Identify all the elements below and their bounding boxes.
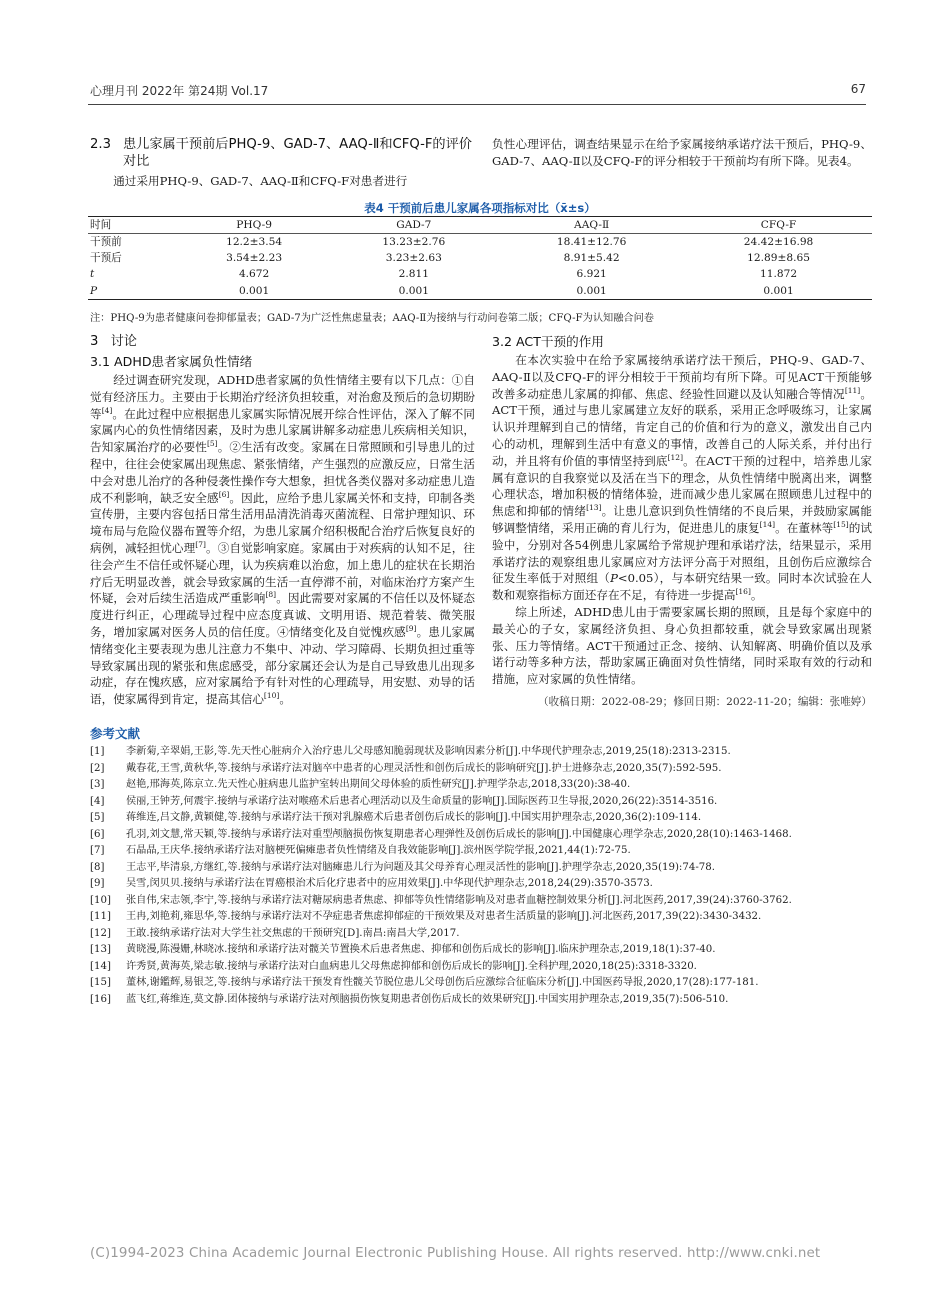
reference-text: 李新菊,辛翠娟,王影,等.先天性心脏病介入治疗患儿父母感知脆弱现状及影响因素分析[J].中华现代护理杂志,2019,25(18):2313-2315. bbox=[126, 746, 731, 757]
table-row bbox=[88, 266, 872, 283]
text-run: 。在ACT干预的过程中，培养患儿家属有意识的自我察觉以及活在当下的理念，从负性情绪中脱离出来，调整心理状态，增加积极的情绪体验，进而减少患儿家属在照顾患儿过程中的焦虑和抑郁的情绪 bbox=[492, 453, 872, 519]
receipt-dates: （收稿日期：2022-08-29；修回日期：2022-11-20；编辑：张唯婷） bbox=[537, 695, 872, 708]
reference-text: 董林,谢鑑辉,易银芝,等.接纳与承诺疗法干预发育性髋关节脱位患儿父母创伤后应激综合征临床分析[J].中国医药导报,2020,17(28):177-181. bbox=[126, 977, 759, 988]
reference-text: 石晶晶,王庆华.接纳承诺疗法对脑梗死偏瘫患者负性情绪及自我效能影响[J].滨州医学院学报,2021,44(1):72-75. bbox=[126, 845, 631, 856]
section-3-1-heading: 3.1 ADHD患者家属负性情绪 bbox=[90, 354, 253, 369]
citation: [8] bbox=[265, 590, 277, 600]
table-cell: P bbox=[88, 283, 179, 300]
section-3-number: 3 bbox=[90, 334, 99, 349]
text-run: 。让患儿意识到负性情绪的不良后果，并鼓励家属能够调整情绪，采用正确的育儿行为，促进患儿的康复 bbox=[492, 504, 872, 535]
table-row bbox=[88, 250, 872, 267]
reference-text: 吴雪,闵贝贝.接纳与承诺疗法在胃癌根治术后化疗患者中的应用效果[J].中华现代护理杂志,2018,24(29):3570-3573. bbox=[126, 878, 653, 889]
reference-item bbox=[90, 876, 874, 893]
table-header: 时间 bbox=[88, 217, 179, 234]
text-run: 。因此需要对家属的不信任以及怀疑态度进行纠正，心理疏导过程中应态度真诚、文明用语、规范着装、微笑服务，增加家属对医务人员的信任度。④情绪变化及自觉愧疚感 bbox=[90, 591, 475, 639]
reference-number: [15] bbox=[90, 977, 111, 988]
reference-number: [4] bbox=[90, 795, 105, 807]
citation: [15] bbox=[833, 520, 849, 530]
reference-item bbox=[90, 959, 874, 976]
table-cell: 0.001 bbox=[329, 283, 498, 300]
table-row bbox=[88, 233, 872, 250]
reference-number: [2] bbox=[90, 762, 105, 774]
table-cell: 干预后 bbox=[90, 252, 122, 265]
table-cell: 8.91±5.42 bbox=[563, 251, 620, 264]
reference-text: 赵艳,邢海英,陈京立.先天性心脏病患儿监护室转出期间父母体验的质性研究[J].护理学杂志,2018,33(20):38-40. bbox=[126, 779, 631, 790]
reference-number: [1] bbox=[90, 746, 105, 757]
reference-text: 王冉,刘艳莉,雍思华,等.接纳与承诺疗法对不孕症患者焦虑抑郁症的干预效果及对患者生活质量的影响[J].河北医药,2017,39(22):3430-3432. bbox=[126, 911, 762, 922]
citation: [12] bbox=[667, 452, 684, 462]
text-run: <0.05），与本研究结果一致。同时本次试验在人数和观察指标方面还存在不足，有待进一步提高 bbox=[492, 571, 872, 603]
table-header: AAQ-Ⅱ bbox=[498, 217, 685, 234]
reference-item bbox=[90, 843, 874, 860]
citation: [7] bbox=[195, 540, 206, 550]
reference-number: [14] bbox=[90, 960, 111, 972]
table-cell: t bbox=[90, 268, 95, 281]
table-row bbox=[88, 283, 872, 300]
copyright-footer: (C)1994-2023 China Academic Journal Electronic Publishing House. All rights reserved. http://www.cnki.net bbox=[90, 1246, 821, 1261]
reference-item bbox=[90, 810, 874, 827]
section-2-3-paragraph-left: 通过采用PHQ-9、GAD-7、AAQ-Ⅱ和CFQ-F对患者进行 bbox=[113, 174, 408, 188]
citation: [5] bbox=[206, 439, 218, 449]
section-3-2-right bbox=[492, 333, 872, 710]
text-run: 。 bbox=[279, 692, 291, 707]
reference-number: [6] bbox=[90, 828, 105, 840]
reference-number: [5] bbox=[90, 812, 105, 823]
text-run: 。在董林等 bbox=[775, 520, 834, 535]
section-3-title: 讨论 bbox=[110, 334, 137, 349]
table-cell: 干预前 bbox=[90, 236, 122, 248]
citation: [9] bbox=[405, 624, 417, 634]
reference-item bbox=[90, 794, 874, 811]
text-run: 。在此过程中应根据患儿家属实际情况展开综合性评估，深入了解不同家属内心的负性情绪因素，及时为患儿家属讲解多动症患儿疾病相关知识，告知家属治疗的必要性 bbox=[90, 406, 475, 455]
section-3-1-paragraph bbox=[90, 372, 475, 708]
section-2-3-number: 2.3 bbox=[90, 137, 111, 152]
reference-text: 孔羽,刘文慧,常天颖,等.接纳与承诺疗法对重型颅脑损伤恢复期患者心理弹性及创伤后成长的影响[J].中国健康心理学杂志,2020,28(10):1463-1468. bbox=[126, 828, 792, 840]
reference-text: 蓝飞红,蒋维连,莫文静.团体接纳与承诺疗法对颅脑损伤恢复期患者创伤后成长的效果研究[J].中国实用护理杂志,2019,35(7):506-510. bbox=[126, 993, 729, 1005]
reference-item bbox=[90, 761, 874, 778]
reference-item bbox=[90, 860, 874, 877]
header-divider bbox=[88, 104, 866, 105]
table-header: CFQ-F bbox=[685, 217, 872, 234]
citation: [13] bbox=[586, 503, 602, 513]
reference-text: 王志平,毕清泉,方继红,等.接纳与承诺疗法对脑瘫患儿行为问题及其父母养育心理灵活性的影响[J].护理学杂志,2020,35(19):74-78. bbox=[126, 861, 715, 873]
table-cell: 4.672 bbox=[238, 268, 270, 281]
reference-text: 蒋维连,吕文静,黄颖健,等.接纳与承诺疗法干预对乳腺癌术后患者创伤后成长的影响[J].中国实用护理杂志,2020,36(2):109-114. bbox=[126, 812, 702, 823]
section-3-heading bbox=[90, 333, 475, 350]
section-2-3-heading bbox=[90, 136, 475, 170]
reference-number: [7] bbox=[90, 845, 105, 856]
reference-number: [16] bbox=[90, 993, 111, 1005]
reference-item bbox=[90, 744, 874, 761]
page-number: 67 bbox=[850, 82, 866, 96]
text-run: 。②生活有改变。家属在日常照顾和引导患儿的过程中，往往会使家属出现焦虑、紧张情绪，产生强烈的应激反应，日常生活中会对患儿治疗的各种侵袭性操作夸大想象，担忧各类仪器对多动症患儿造成不利影响，缺乏安全感 bbox=[90, 440, 475, 505]
journal-header: 心理月刊 2022年 第24期 Vol.17 bbox=[90, 84, 269, 98]
reference-text: 许秀贤,黄海英,梁志敏.接纳与承诺疗法对白血病患儿父母焦虑抑郁和创伤后成长的影响[J].全科护理,2020,18(25):3318-3320. bbox=[126, 960, 697, 972]
reference-number: [13] bbox=[90, 944, 111, 955]
conclusion-paragraph: 综上所述，ADHD患儿由于需要家属长期的照顾，且是每个家庭中的最关心的子女，家属经济负担、身心负担都较重，就会导致家属出现紧张、压力等情绪。ACT干预通过正念、接纳、认知解离、明确价值以及承诺行动等多种方法，帮助家属正确面对负性情绪，同时采取有效的行动和措施，应对家属的负性情绪。 bbox=[492, 604, 872, 687]
text-run: 经过调查研究发现，ADHD患者家属的负性情绪主要有以下几点：①自觉有经济压力。主要由于长期治疗经济负担较重，对治愈及预后的急切期盼等 bbox=[90, 373, 475, 421]
reference-item bbox=[90, 942, 874, 959]
reference-item bbox=[90, 926, 874, 943]
section-3-left bbox=[90, 333, 475, 708]
reference-number: [10] bbox=[90, 894, 111, 906]
text-run: 。ACT干预，通过与患儿家属建立友好的联系，采用正念呼吸练习，让家属认识并理解到自己的情绪，肯定自己的价值和行为的意义，激发出自己内心的动机，理解到生活中有意义的事情，改善自己的人际关系，并付出行动，并且将有价值的事情坚持到底 bbox=[492, 386, 872, 468]
table-cell: 3.23±2.63 bbox=[385, 251, 442, 264]
reference-text: 侯丽,王钟芳,何震宇.接纳与承诺疗法对喉癌术后患者心理活动以及生命质量的影响[J].国际医药卫生导报,2020,26(22):3514-3516. bbox=[126, 795, 718, 807]
table-title: 表4 干预前后患儿家属各项指标对比（x̄±s） bbox=[364, 201, 596, 215]
table-cell: 0.001 bbox=[179, 283, 330, 300]
table-note: 注：PHQ-9为患者健康问卷抑郁量表；GAD-7为广泛性焦虑量表；AAQ-Ⅱ为接纳与行动问卷第二版；CFQ-F为认知融合问卷 bbox=[90, 313, 654, 324]
citation: [4] bbox=[101, 405, 113, 415]
citation: [16] bbox=[735, 587, 751, 597]
text-run: 。③自觉影响家庭。家属由于对疾病的认知不足，往往会产生不信任或怀疑心理，认为疾病难以治愈，加上患儿的症状在长期治疗后无明显改善，就会导致家属的生活一直停滞不前，对临床治疗方案产生怀疑，会对后续生活造成严重影响 bbox=[90, 540, 475, 606]
reference-number: [11] bbox=[90, 911, 111, 922]
reference-item bbox=[90, 827, 874, 844]
table-header: PHQ-9 bbox=[179, 217, 330, 234]
table-cell: 13.23±2.76 bbox=[382, 235, 446, 248]
table-cell: 24.42±16.98 bbox=[743, 235, 814, 248]
table-cell: 3.54±2.23 bbox=[226, 251, 283, 264]
reference-number: [3] bbox=[90, 779, 105, 790]
text-run: 在本次实验中在给予家属接纳承诺疗法干预后，PHQ-9、GAD-7、AAQ-Ⅱ以及CFQ-F的评分相较于干预前均有所下降。可见ACT干预能够改善多动症患儿家属的抑郁、焦虑、经验性回避以及认知融合等情况 bbox=[492, 353, 872, 401]
references-list bbox=[90, 744, 874, 1008]
section-2-3-title: 患儿家属干预前后PHQ-9、GAD-7、AAQ-Ⅱ和CFQ-F的评价对比 bbox=[123, 137, 472, 169]
table-cell: 12.89±8.65 bbox=[747, 251, 810, 264]
text-run-italic: P bbox=[610, 571, 618, 586]
text-run: 。 bbox=[750, 588, 763, 603]
reference-item bbox=[90, 975, 874, 992]
citation: [14] bbox=[759, 520, 776, 530]
reference-text: 黄晓漫,陈漫姗,林晓冰.接纳和承诺疗法对髋关节置换术后患者焦虑、抑郁和创伤后成长的影响[J].临床护理杂志,2019,18(1):37-40. bbox=[126, 944, 716, 955]
text-run: 。患儿家属情绪变化主要表现为患儿注意力不集中、冲动、学习障碍、长期负担过重等导致家属出现的紧张和焦虑感受，部分家属还会认为是自己导致患儿出现多动症，存在愧疚感，应对家属给予有针对性的心理疏导，用安慰、劝导的话语，使家属得到肯定，提高其信心 bbox=[90, 624, 475, 707]
table-cell: 11.872 bbox=[760, 268, 798, 281]
reference-item bbox=[90, 893, 874, 910]
results-table bbox=[88, 216, 872, 300]
reference-text: 张自伟,宋志领,李宁,等.接纳与承诺疗法对糖尿病患者焦虑、抑郁等负性情绪影响及对患者血糖控制效果分析[J].河北医药,2017,39(24):3760-3762. bbox=[126, 894, 792, 906]
text-run: 的试验中，分别对各54例患儿家属给予常规护理和承诺疗法，结果显示，采用承诺疗法的观察组患儿家属应对方法评分高于对照组，且创伤后应激综合征发生率低于对照组（ bbox=[492, 520, 872, 586]
reference-item bbox=[90, 777, 874, 794]
section-2-3-right bbox=[492, 136, 872, 170]
reference-number: [12] bbox=[90, 927, 111, 939]
text-run: 。因此，应给予患儿家属关怀和支持，印制各类宣传册，主要内容包括日常生活用品清洗消毒灭菌流程、日常护理知识、环境布局与危险仪器布置等介绍，为患儿家属介绍积极配合治疗后恢复良好的病例，减轻担忧心理 bbox=[90, 490, 475, 555]
reference-number: [8] bbox=[90, 861, 105, 873]
reference-item bbox=[90, 909, 874, 926]
table-cell: 0.001 bbox=[685, 283, 872, 300]
table-header-row bbox=[88, 217, 872, 234]
section-3-2-paragraph bbox=[492, 352, 872, 604]
citation: [6] bbox=[218, 489, 230, 499]
table-header: GAD-7 bbox=[329, 217, 498, 234]
table-cell: 6.921 bbox=[576, 268, 607, 281]
table-cell: 0.001 bbox=[498, 283, 685, 300]
section-3-2-heading: 3.2 ACT干预的作用 bbox=[492, 334, 604, 349]
table-cell: 18.41±12.76 bbox=[556, 235, 627, 248]
citation: [11] bbox=[844, 385, 861, 395]
reference-item bbox=[90, 992, 874, 1009]
citation: [10] bbox=[263, 691, 280, 701]
table-cell: 12.2±3.54 bbox=[226, 235, 283, 248]
section-2-3-left bbox=[90, 136, 475, 190]
reference-text: 戴春花,王雪,黄秋华,等.接纳与承诺疗法对脑卒中患者的心理灵活性和创伤后成长的影响研究[J].护士进修杂志,2020,35(7):592-595. bbox=[126, 762, 722, 774]
references-heading: 参考文献 bbox=[90, 726, 141, 741]
reference-text: 王敢.接纳承诺疗法对大学生社交焦虑的干预研究[D].南昌:南昌大学,2017. bbox=[126, 927, 460, 939]
section-2-3-paragraph-right: 负性心理评估，调查结果显示在给予家属接纳承诺疗法干预后，PHQ-9、GAD-7、AAQ-Ⅱ以及CFQ-F的评分相较于干预前均有所下降。见表4。 bbox=[492, 137, 872, 168]
table-cell: 2.811 bbox=[398, 268, 429, 281]
reference-number: [9] bbox=[90, 878, 105, 889]
